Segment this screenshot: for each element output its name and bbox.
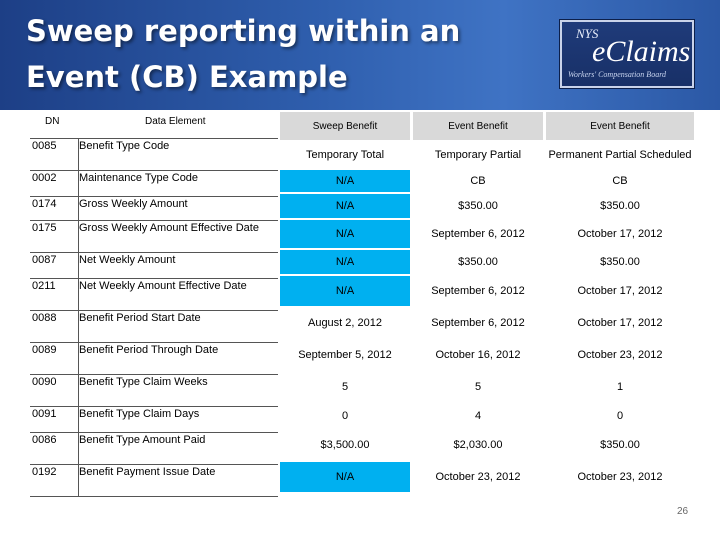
event2-cell: October 17, 2012: [577, 317, 663, 329]
event1-cell: October 23, 2012: [435, 471, 521, 483]
event2-cell: $350.00: [600, 439, 640, 451]
row-separator: [30, 464, 278, 465]
row-separator: [30, 310, 278, 311]
dn-cell: 0091: [32, 408, 57, 420]
data-element-cell: Net Weekly Amount: [79, 254, 176, 266]
dn-cell: 0088: [32, 312, 57, 324]
dn-column-header: DN: [45, 116, 60, 127]
slide-title: [26, 8, 460, 100]
row-separator: [30, 374, 278, 375]
dn-cell: 0002: [32, 172, 57, 184]
event1-cell: September 6, 2012: [431, 285, 525, 297]
row-separator: [30, 496, 278, 497]
event2-cell: Permanent Partial Scheduled: [548, 149, 692, 161]
row-separator: [30, 196, 278, 197]
dn-cell: 0175: [32, 222, 57, 234]
sweep-cell: Temporary Total: [305, 149, 385, 161]
event2-cell: 1: [616, 381, 624, 393]
slide-header: [0, 0, 720, 110]
column-header-event1: Event Benefit: [413, 112, 543, 140]
sweep-cell: $3,500.00: [320, 439, 370, 451]
event2-cell: $350.00: [600, 200, 640, 212]
event1-cell: $350.00: [458, 200, 498, 212]
event2-cell: CB: [612, 175, 628, 187]
column-header-sweep: Sweep Benefit: [280, 112, 410, 140]
data-element-cell: Benefit Payment Issue Date: [79, 466, 216, 478]
event1-cell: Temporary Partial: [434, 149, 522, 161]
event2-cell: October 17, 2012: [577, 285, 663, 297]
logo-subtitle: Workers' Compensation Board: [568, 70, 667, 79]
row-separator: [30, 432, 278, 433]
event1-cell: $350.00: [458, 256, 498, 268]
row-separator: [30, 406, 278, 407]
dn-cell: 0089: [32, 344, 57, 356]
page-number: 26: [677, 506, 689, 517]
dn-cell: 0211: [32, 280, 56, 292]
benefit-grid: [280, 110, 695, 500]
event2-cell: October 23, 2012: [577, 471, 663, 483]
data-element-cell: Benefit Type Code: [79, 140, 170, 152]
dn-cell: 0174: [32, 198, 57, 210]
dn-cell: 0085: [32, 140, 57, 152]
dn-cell: 0087: [32, 254, 57, 266]
data-element-cell: Benefit Type Amount Paid: [79, 434, 206, 446]
event2-cell: 0: [616, 410, 624, 422]
event1-cell: CB: [470, 175, 486, 187]
sweep-cell: 5: [341, 381, 349, 393]
sweep-cell: 0: [341, 410, 349, 422]
column-header-event2: Event Benefit: [546, 112, 694, 140]
title-line-2: Event (CB) Example: [26, 60, 348, 94]
row-separator: [30, 220, 278, 221]
data-element-cell: Benefit Period Start Date: [79, 312, 201, 324]
data-element-cell: Gross Weekly Amount: [79, 198, 188, 210]
dn-cell: 0090: [32, 376, 57, 388]
sweep-cell: N/A: [280, 220, 410, 248]
event2-cell: October 23, 2012: [577, 349, 663, 361]
row-separator: [30, 342, 278, 343]
sweep-cell: N/A: [280, 462, 410, 492]
sweep-cell: N/A: [280, 276, 410, 306]
dn-cell: 0086: [32, 434, 57, 446]
row-separator: [30, 170, 278, 171]
sweep-cell: N/A: [280, 170, 410, 192]
data-element-cell: Net Weekly Amount Effective Date: [79, 280, 247, 292]
title-line-1: Sweep reporting within an: [26, 14, 461, 48]
event1-cell: October 16, 2012: [435, 349, 521, 361]
event1-cell: 5: [474, 381, 482, 393]
sweep-cell: September 5, 2012: [298, 349, 392, 361]
data-element-column-header: Data Element: [145, 116, 206, 127]
event1-cell: 4: [474, 410, 482, 422]
row-separator: [30, 138, 278, 139]
sweep-cell: N/A: [280, 250, 410, 274]
data-element-cell: Benefit Period Through Date: [79, 344, 219, 356]
row-separator: [30, 278, 278, 279]
logo-nys: NYS: [576, 26, 599, 41]
data-element-cell: Gross Weekly Amount Effective Date: [79, 222, 259, 234]
sweep-cell: N/A: [280, 194, 410, 218]
event1-cell: September 6, 2012: [431, 317, 525, 329]
data-element-cell: Benefit Type Claim Days: [79, 408, 200, 420]
sweep-cell: August 2, 2012: [307, 317, 382, 329]
data-element-cell: Benefit Type Claim Weeks: [79, 376, 208, 388]
row-separator: [30, 252, 278, 253]
eclaims-logo: [560, 20, 694, 88]
event2-cell: $350.00: [600, 256, 640, 268]
event2-cell: October 17, 2012: [577, 228, 663, 240]
event1-cell: $2,030.00: [453, 439, 503, 451]
logo-brand: eClaims: [592, 35, 691, 68]
dn-cell: 0192: [32, 466, 57, 478]
data-element-cell: Maintenance Type Code: [79, 172, 199, 184]
event1-cell: September 6, 2012: [431, 228, 525, 240]
